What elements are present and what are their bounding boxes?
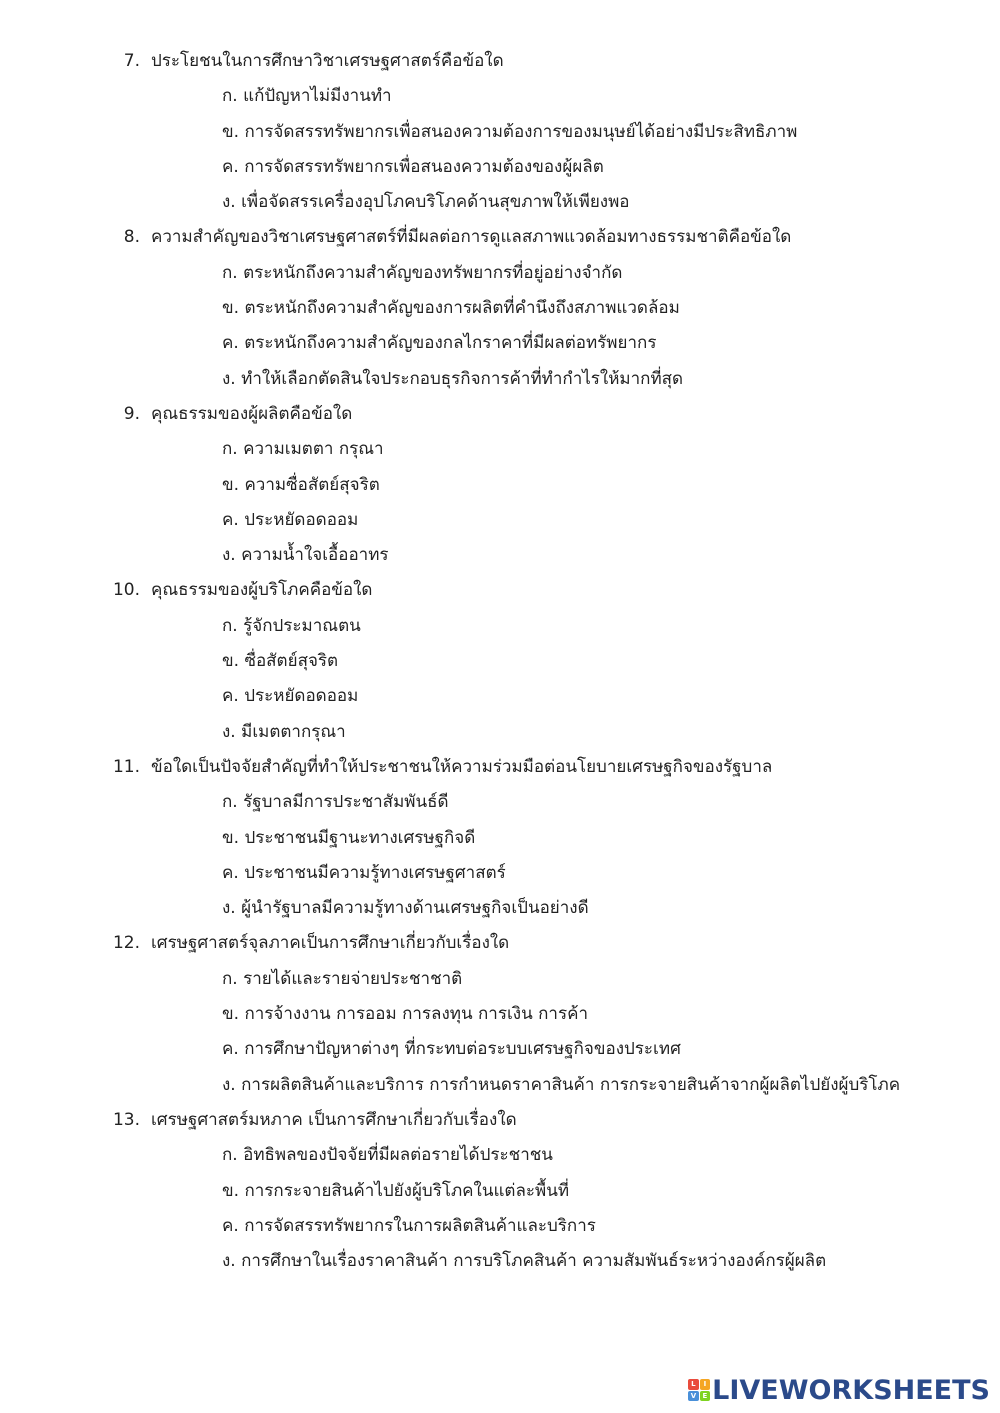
option-letter: ข. bbox=[222, 651, 240, 672]
question-text: คุณธรรมของผู้บริโภคคือข้อใด bbox=[151, 580, 373, 601]
question-10 bbox=[0, 573, 1000, 749]
logo-mark-letter: V bbox=[688, 1391, 699, 1402]
option-line bbox=[0, 503, 1000, 538]
question-12 bbox=[0, 926, 1000, 1102]
option-line bbox=[0, 821, 1000, 856]
option-letter: ข. bbox=[222, 1180, 240, 1201]
question-8 bbox=[0, 220, 1000, 396]
option-letter: ค. bbox=[222, 1215, 239, 1236]
option-letter: ค. bbox=[222, 862, 239, 883]
option-line bbox=[0, 1032, 1000, 1067]
question-line bbox=[0, 926, 1000, 961]
question-13 bbox=[0, 1103, 1000, 1279]
option-text: การศึกษาปัญหาต่างๆ ที่กระทบต่อระบบเศรษฐกิจของประเทศ bbox=[244, 1039, 681, 1060]
option-letter: ค. bbox=[222, 333, 239, 354]
option-line bbox=[0, 1138, 1000, 1173]
option-line bbox=[0, 962, 1000, 997]
liveworksheets-logo[interactable] bbox=[688, 1375, 990, 1405]
question-number: 7. bbox=[123, 51, 140, 71]
option-text: ผู้นำรัฐบาลมีความรู้ทางด้านเศรษฐกิจเป็นอย่างดี bbox=[241, 898, 589, 919]
option-line bbox=[0, 609, 1000, 644]
question-number: 12. bbox=[112, 933, 140, 954]
option-line bbox=[0, 538, 1000, 573]
option-letter: ง. bbox=[222, 1251, 236, 1272]
question-number: 9. bbox=[123, 403, 140, 424]
option-letter: ง. bbox=[222, 545, 236, 566]
option-text: ประหยัดอดออม bbox=[244, 509, 359, 530]
option-text: การกระจายสินค้าไปยังผู้บริโภคในแต่ละพื้นที่ bbox=[244, 1180, 570, 1201]
option-letter: ค. bbox=[222, 156, 239, 177]
option-letter: ก. bbox=[222, 968, 238, 989]
option-line bbox=[0, 785, 1000, 820]
option-text: ความซื่อสัตย์สุจริต bbox=[244, 474, 380, 495]
option-text: ประชาชนมีฐานะทางเศรษฐกิจดี bbox=[244, 827, 476, 848]
question-text: คุณธรรมของผู้ผลิตคือข้อใด bbox=[151, 403, 353, 424]
option-letter: ง. bbox=[222, 898, 236, 919]
option-text: การจัดสรรทรัพยากรเพื่อสนองความต้องการของมนุษย์ได้อย่างมีประสิทธิภาพ bbox=[244, 121, 798, 142]
option-letter: ง. bbox=[222, 721, 236, 742]
option-letter: ก. bbox=[222, 439, 238, 460]
option-letter: ค. bbox=[222, 1039, 239, 1060]
option-text: การศึกษาในเรื่องราคาสินค้า การบริโภคสินค้า ความสัมพันธ์ระหว่างองค์กรผู้ผลิต bbox=[241, 1251, 827, 1272]
question-text: เศรษฐศาสตร์จุลภาคเป็นการศึกษาเกี่ยวกับเรื่องใด bbox=[151, 933, 510, 954]
option-line bbox=[0, 362, 1000, 397]
logo-mark-letter: I bbox=[700, 1379, 711, 1390]
option-text: ประชาชนมีความรู้ทางเศรษฐศาสตร์ bbox=[244, 862, 506, 883]
option-letter: ก. bbox=[222, 1145, 238, 1166]
question-9 bbox=[0, 397, 1000, 573]
option-letter: ก. bbox=[222, 262, 238, 283]
option-line bbox=[0, 432, 1000, 467]
question-text: ประโยชนในการศึกษาวิชาเศรษฐศาสตร์คือข้อใด bbox=[151, 51, 504, 71]
question-line bbox=[0, 44, 1000, 79]
option-text: รู้จักประมาณตน bbox=[243, 615, 361, 636]
option-letter: ก. bbox=[222, 792, 238, 813]
option-letter: ค. bbox=[222, 686, 239, 707]
option-line bbox=[0, 291, 1000, 326]
option-text: แก้ปัญหาไม่มีงานทำ bbox=[243, 86, 392, 107]
option-text: ตระหนักถึงความสำคัญของการผลิตที่คำนึงถึงสภาพแวดล้อม bbox=[244, 298, 680, 319]
option-letter: ค. bbox=[222, 509, 239, 530]
question-line bbox=[0, 397, 1000, 432]
question-11 bbox=[0, 750, 1000, 926]
option-text: ตระหนักถึงความสำคัญของทรัพยากรที่อยู่อย่างจำกัด bbox=[243, 262, 623, 283]
option-line bbox=[0, 856, 1000, 891]
question-7 bbox=[0, 44, 1000, 220]
option-text: ตระหนักถึงความสำคัญของกลไกราคาที่มีผลต่อทรัพยากร bbox=[244, 333, 657, 354]
option-letter: ข. bbox=[222, 474, 240, 495]
option-line bbox=[0, 150, 1000, 185]
option-line bbox=[0, 1068, 1000, 1103]
option-line bbox=[0, 256, 1000, 291]
option-letter: ก. bbox=[222, 86, 238, 107]
question-number: 13. bbox=[112, 1109, 140, 1130]
option-line bbox=[0, 644, 1000, 679]
option-text: การจัดสรรทรัพยากรเพื่อสนองความต้องของผู้ผลิต bbox=[244, 156, 604, 177]
option-text: ทำให้เลือกตัดสินใจประกอบธุรกิจการค้าที่ทำกำไรให้มากที่สุด bbox=[241, 368, 684, 389]
option-line bbox=[0, 326, 1000, 361]
option-text: การจ้างงาน การออม การลงทุน การเงิน การค้า bbox=[244, 1004, 588, 1025]
option-line bbox=[0, 79, 1000, 114]
option-letter: ง. bbox=[222, 1074, 236, 1095]
option-text: การจัดสรรทรัพยากรในการผลิตสินค้าและบริการ bbox=[244, 1215, 596, 1236]
option-text: อิทธิพลของปัจจัยที่มีผลต่อรายได้ประชาชน bbox=[243, 1145, 553, 1166]
question-number: 10. bbox=[112, 580, 140, 601]
option-letter: ก. bbox=[222, 615, 238, 636]
option-letter: ง. bbox=[222, 192, 236, 213]
question-number: 8. bbox=[123, 227, 140, 248]
option-text: ประหยัดอดออม bbox=[244, 686, 359, 707]
option-text: การผลิตสินค้าและบริการ การกำหนดราคาสินค้า การกระจายสินค้าจากผู้ผลิตไปยังผู้บริโภค bbox=[241, 1074, 901, 1095]
option-letter: ง. bbox=[222, 368, 236, 389]
option-text: รัฐบาลมีการประชาสัมพันธ์ดี bbox=[243, 792, 449, 813]
option-text: มีเมตตากรุณา bbox=[241, 721, 346, 742]
option-letter: ข. bbox=[222, 298, 240, 319]
logo-mark-letter: L bbox=[688, 1379, 699, 1390]
option-text: ความเมตตา กรุณา bbox=[243, 439, 384, 460]
logo-text: LIVEWORKSHEETS bbox=[712, 1374, 990, 1406]
option-letter: ข. bbox=[222, 827, 240, 848]
question-line bbox=[0, 1103, 1000, 1138]
option-line bbox=[0, 185, 1000, 220]
option-text: เพื่อจัดสรรเครื่องอุปโภคบริโภคด้านสุขภาพให้เพียงพอ bbox=[241, 192, 630, 213]
option-line bbox=[0, 891, 1000, 926]
worksheet bbox=[0, 44, 1000, 1279]
logo-mark-letter: E bbox=[700, 1391, 711, 1402]
question-text: เศรษฐศาสตร์มหภาค เป็นการศึกษาเกี่ยวกับเรื่องใด bbox=[151, 1109, 517, 1130]
option-line bbox=[0, 679, 1000, 714]
logo-mark-icon bbox=[688, 1379, 710, 1401]
option-letter: ข. bbox=[222, 121, 240, 142]
option-line bbox=[0, 1244, 1000, 1279]
option-line bbox=[0, 715, 1000, 750]
option-text: ซื่อสัตย์สุจริต bbox=[244, 651, 339, 672]
question-number: 11. bbox=[112, 756, 140, 777]
question-line bbox=[0, 573, 1000, 608]
question-text: ความสำคัญของวิชาเศรษฐศาสตร์ที่มีผลต่อการดูแลสภาพแวดล้อมทางธรรมชาติคือข้อใด bbox=[151, 227, 792, 248]
option-line bbox=[0, 115, 1000, 150]
question-text: ข้อใดเป็นปัจจัยสำคัญที่ทำให้ประชาชนให้ความร่วมมือต่อนโยบายเศรษฐกิจของรัฐบาล bbox=[151, 756, 773, 777]
question-line bbox=[0, 220, 1000, 255]
option-letter: ข. bbox=[222, 1004, 240, 1025]
option-line bbox=[0, 997, 1000, 1032]
option-line bbox=[0, 1209, 1000, 1244]
option-line bbox=[0, 1174, 1000, 1209]
option-text: รายได้และรายจ่ายประชาชาติ bbox=[243, 968, 463, 989]
option-text: ความน้ำใจเอื้ออาทร bbox=[241, 545, 389, 566]
question-line bbox=[0, 750, 1000, 785]
option-line bbox=[0, 468, 1000, 503]
